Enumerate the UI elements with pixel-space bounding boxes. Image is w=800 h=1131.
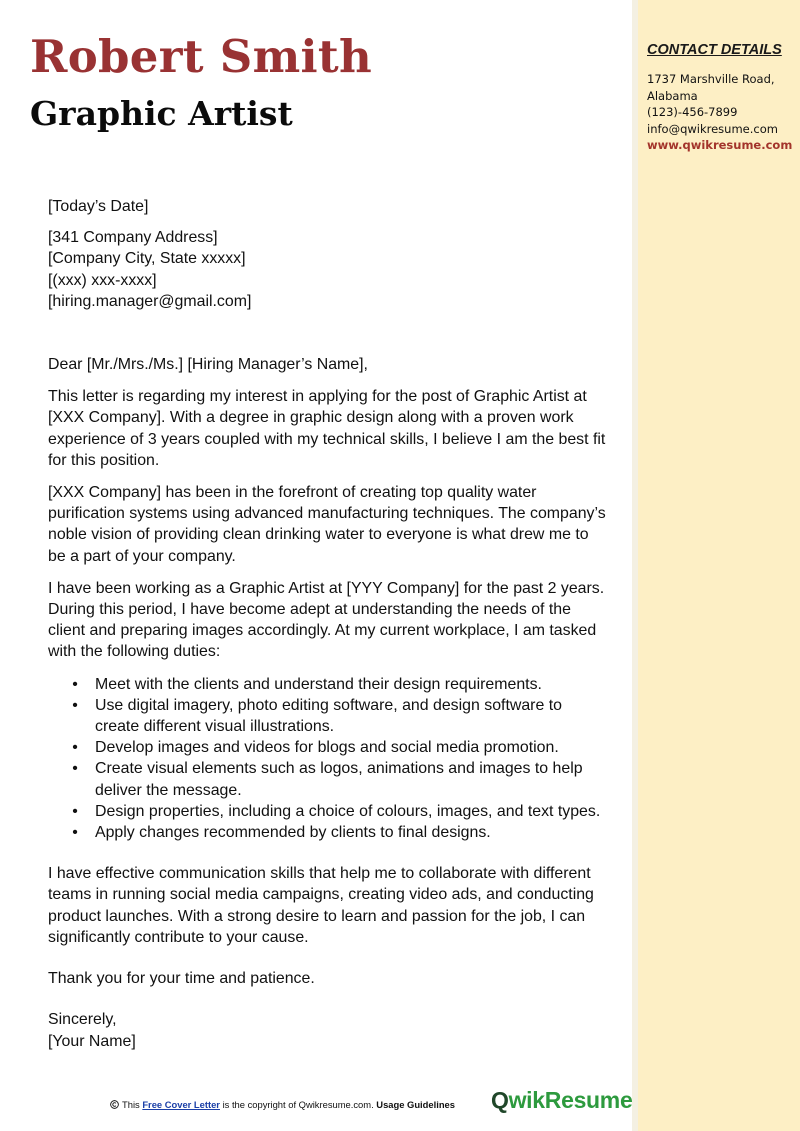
list-item xyxy=(48,801,610,822)
duties-list xyxy=(48,674,610,844)
bullet-icon: • xyxy=(72,675,78,693)
contact-details xyxy=(647,71,792,154)
contact-phone: (123)-456-7899 xyxy=(647,105,738,119)
list-item xyxy=(48,822,610,843)
recipient-line: [(xxx) xxx-xxxx] xyxy=(48,271,157,289)
logo-q: Q xyxy=(491,1087,509,1113)
contact-address-line1: 1737 Marshville Road, xyxy=(647,72,775,86)
contact-sidebar xyxy=(632,0,800,1131)
contact-email[interactable]: info@qwikresume.com xyxy=(647,121,778,136)
usage-guidelines-link[interactable]: Usage Guidelines xyxy=(376,1099,455,1110)
signoff: Sincerely, xyxy=(48,1011,117,1029)
list-item xyxy=(48,758,610,800)
paragraph-intro: This letter is regarding my interest in applying for the post of Graphic Artist at [XXX Company]. With a degree in graphic design along with a proven work experience of 3 years coupled with my technical skills, I believe I am the best fit for this position. xyxy=(48,388,606,469)
recipient-line: [Company City, State xxxxx] xyxy=(48,250,246,268)
contact-website-link[interactable]: www.qwikresume.com xyxy=(647,138,793,152)
signature-name: [Your Name] xyxy=(48,1032,136,1050)
letter-body xyxy=(48,196,610,1052)
list-item xyxy=(48,737,610,758)
bullet-icon: • xyxy=(72,739,78,757)
sidebar-edge xyxy=(632,0,638,1131)
salutation: Dear [Mr./Mrs./Ms.] [Hiring Manager’s Name], xyxy=(48,356,368,374)
footer-copyright-text: is the copyright of Qwikresume.com. xyxy=(222,1099,374,1110)
bullet-icon: • xyxy=(72,802,78,820)
qwikresume-logo[interactable] xyxy=(491,1087,632,1114)
duty-text: Apply changes recommended by clients to final designs. xyxy=(95,824,491,842)
bullet-icon: • xyxy=(72,824,78,842)
list-item xyxy=(48,695,610,737)
duty-text: Design properties, including a choice of colours, images, and text types. xyxy=(95,802,601,820)
duty-text: Meet with the clients and understand their design requirements. xyxy=(95,675,542,693)
paragraph-experience: I have been working as a Graphic Artist at [YYY Company] for the past 2 years. During this period, I have become adept at understanding the needs of the client and preparing images accordingly. At my current workplace, I am tasked with the following duties: xyxy=(48,579,605,661)
duty-text: Develop images and videos for blogs and social media promotion. xyxy=(95,739,559,757)
free-cover-letter-link[interactable]: Free Cover Letter xyxy=(142,1099,220,1110)
applicant-name: Robert Smith xyxy=(30,30,372,83)
duty-text: Use digital imagery, photo editing software, and design software to create different visual illustrations. xyxy=(95,696,562,736)
duty-text: Create visual elements such as logos, animations and images to help deliver the message. xyxy=(95,760,583,799)
bullet-icon: • xyxy=(72,696,78,714)
bullet-icon: • xyxy=(72,760,78,778)
thanks-line: Thank you for your time and patience. xyxy=(48,970,315,988)
signature-block xyxy=(48,1009,610,1051)
footer-copyright xyxy=(110,1099,455,1110)
list-item xyxy=(48,674,610,695)
copyright-icon xyxy=(110,1100,119,1109)
contact-heading: CONTACT DETAILS xyxy=(647,42,782,58)
recipient-line: [hiring.manager@gmail.com] xyxy=(48,292,252,310)
paragraph-company: [XXX Company] has been in the forefront of creating top quality water purification systems using advanced manufacturing techniques. The company’s noble vision of providing clean drinking water to everyone is what drew me to be a part of your company. xyxy=(48,484,606,565)
job-title: Graphic Artist xyxy=(30,94,293,133)
recipient-line: [341 Company Address] xyxy=(48,229,218,247)
contact-address-line2: Alabama xyxy=(647,88,698,103)
footer-prefix: This xyxy=(122,1099,140,1110)
logo-text: wikResume xyxy=(508,1087,633,1113)
paragraph-closing: I have effective communication skills that help me to collaborate with different teams in running social media campaigns, creating video ads, and conducting product launches. With a strong desire to learn and passion for the job, I can significantly contribute to your cause. xyxy=(48,865,594,946)
letter-date: [Today’s Date] xyxy=(48,198,149,215)
recipient-address xyxy=(48,227,610,312)
